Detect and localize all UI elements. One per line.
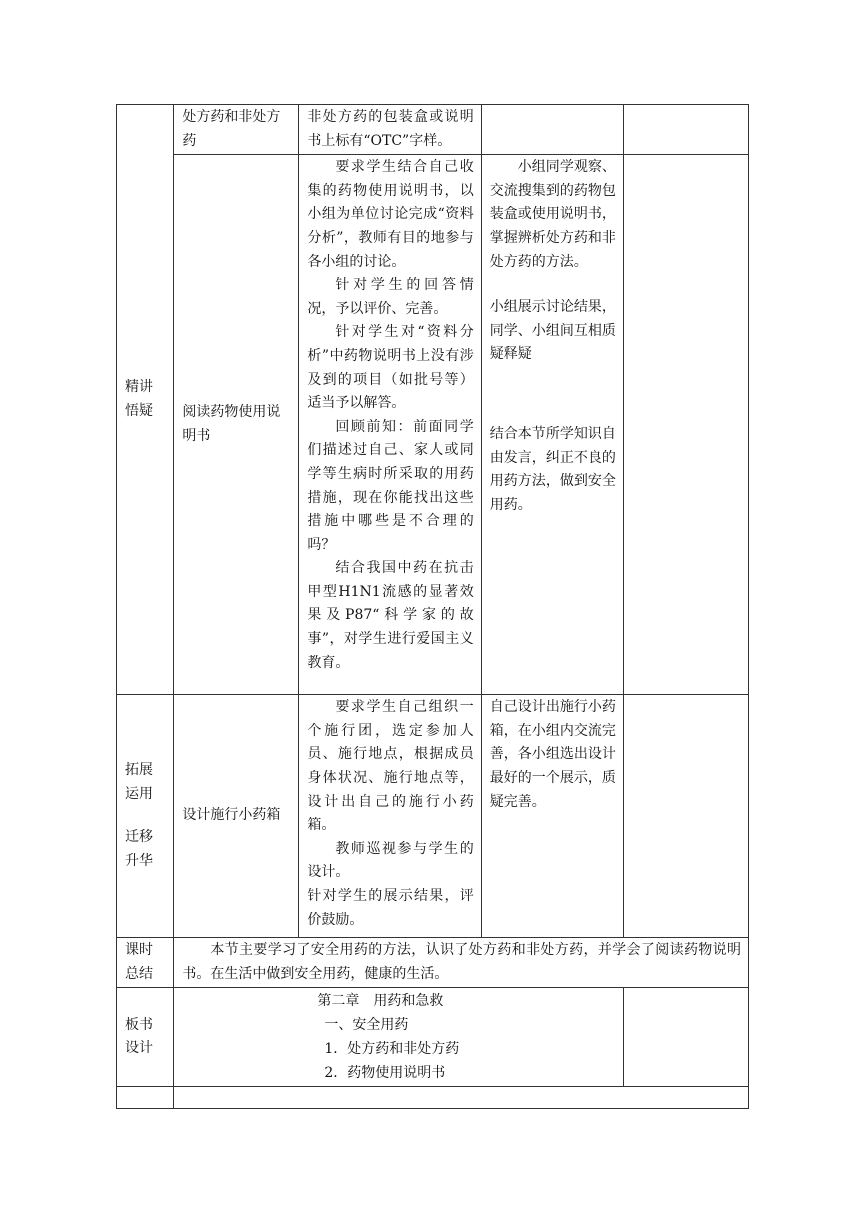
notes-cell <box>623 155 748 695</box>
notes-cell <box>623 105 748 155</box>
content-cell: 设计施行小药箱 <box>174 695 299 938</box>
stage-cell-jingjiang: 精讲 悟疑 <box>117 105 174 695</box>
table-row <box>117 1087 749 1109</box>
stage-cell-banshu: 板书 设计 <box>117 988 174 1087</box>
content-cell: 阅读药物使用说明书 <box>174 155 299 695</box>
student-activity-cell <box>481 105 623 155</box>
teacher-activity-cell: 非处方药的包装盒或说明书上标有“OTC”字样。 <box>299 105 481 155</box>
blackboard-design-cell: 第二章 用药和急救 一、安全用药 1．处方药和非处方药 2．药物使用说明书 <box>174 988 624 1087</box>
stage-cell-zongjie: 课时 总结 <box>117 938 174 988</box>
student-activity-cell: 小组同学观察、交流搜集到的药物包装盒或使用说明书，掌握辨析处方药和非处方药的方法。 小组展示讨论结果，同学、小组间互相质疑释疑 结合本节所学知识自由发言，纠正不良的用药方法，做到安全用药。 <box>481 155 623 695</box>
empty-cell <box>174 1087 749 1109</box>
table-row <box>117 938 749 988</box>
teacher-activity-cell: 要求学生结合自己收集的药物使用说明书，以小组为单位讨论完成“资料分析”，教师有目的地参与各小组的讨论。 针对学生的回答情况，予以评价、完善。 针对学生对“资料分析”中药物说明书上没有涉及到的项目（如批号等）适当予以解答。 回顾前知：前面同学们描述过自己、家人或同学等生病时所采取的用药措施，现在你能找出这些措施中哪些是不合理的吗？ 结合我国中药在抗击甲型H1N1流感的显著效果及P87“科学家的故事”，对学生进行爱国主义教育。 <box>299 155 481 695</box>
stage-cell-tuozhan: 拓展 运用 迁移 升华 <box>117 695 174 938</box>
table-row <box>117 988 749 1087</box>
summary-cell: 本节主要学习了安全用药的方法，认识了处方药和非处方药，并学会了阅读药物说明书。在生活中做到安全用药，健康的生活。 <box>174 938 749 988</box>
notes-cell <box>623 988 748 1087</box>
content-cell: 处方药和非处方药 <box>174 105 299 155</box>
table-row <box>117 155 749 695</box>
table-row <box>117 105 749 155</box>
student-activity-cell: 自己设计出施行小药箱，在小组内交流完善，各小组选出设计最好的一个展示，质疑完善。 <box>481 695 623 938</box>
teacher-activity-cell: 要求学生自己组织一个施行团，选定参加人员、施行地点，根据成员身体状况、施行地点等，设计出自己的施行小药箱。 教师巡视参与学生的设计。 针对学生的展示结果，评价鼓励。 <box>299 695 481 938</box>
empty-cell <box>117 1087 174 1109</box>
notes-cell <box>623 695 748 938</box>
table-row <box>117 695 749 938</box>
lesson-plan-table <box>116 104 749 1109</box>
